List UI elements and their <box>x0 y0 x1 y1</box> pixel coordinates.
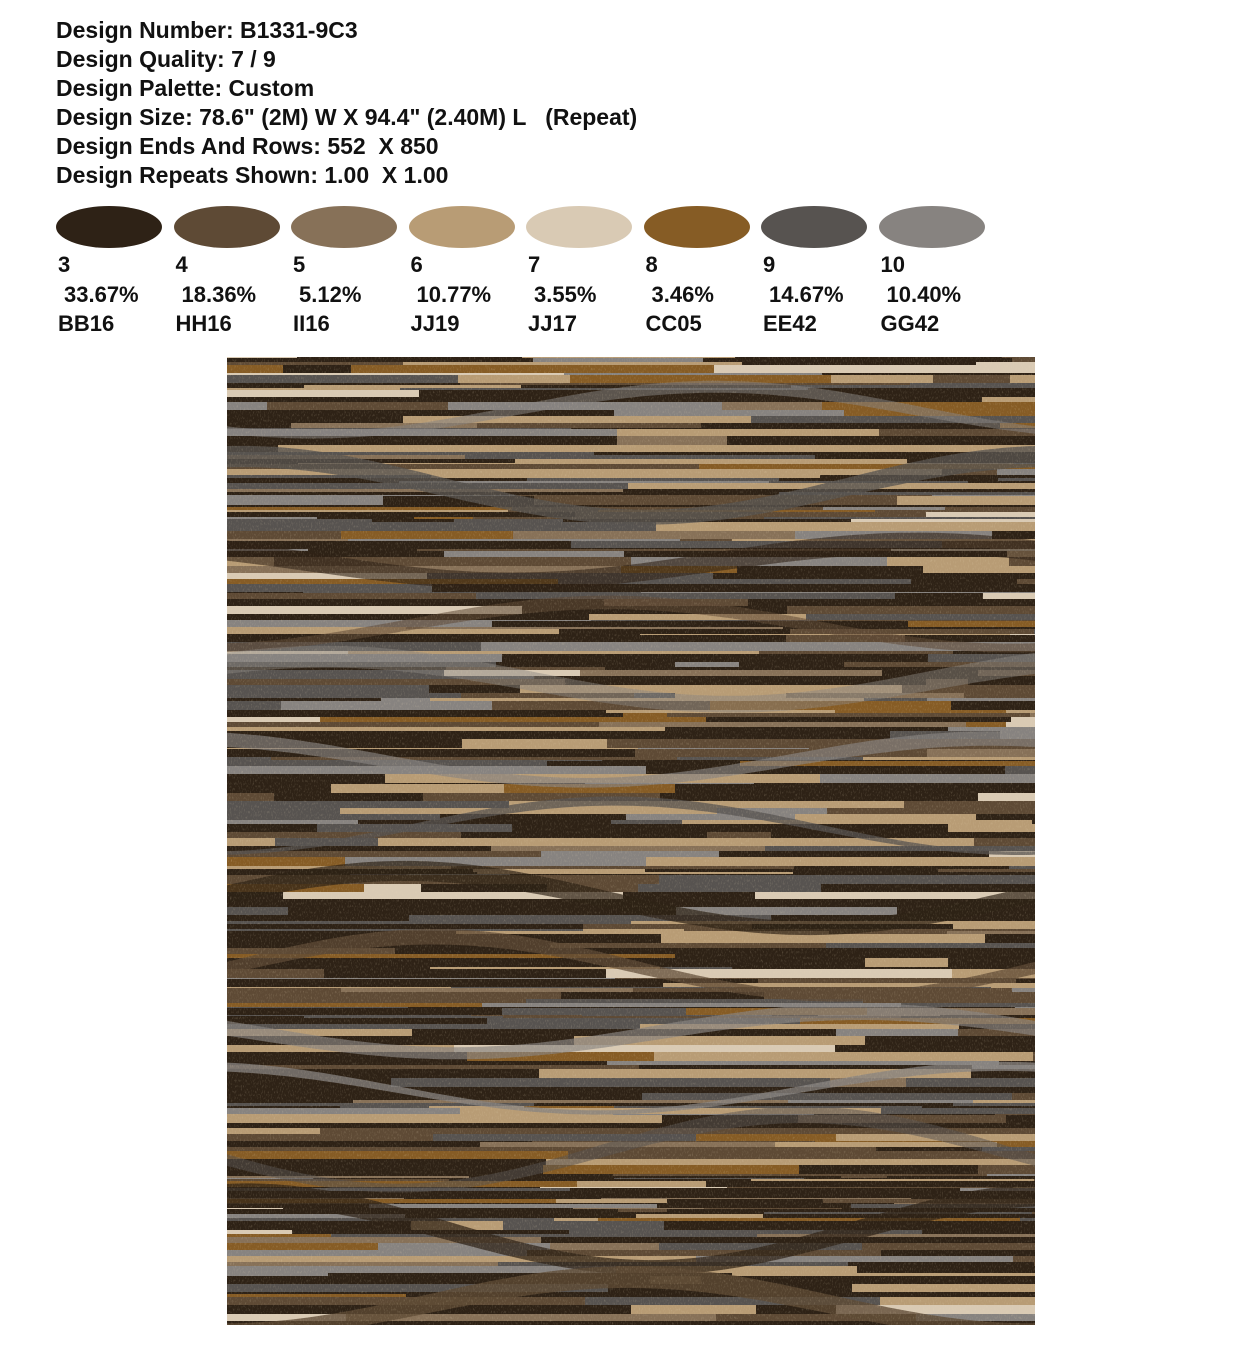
color-swatch <box>409 206 527 336</box>
color-index: 8 <box>645 252 658 277</box>
color-percentage: 14.67% <box>769 282 844 307</box>
color-swatch-oval <box>526 206 632 248</box>
color-index: 4 <box>175 252 188 277</box>
color-swatch-oval <box>291 206 397 248</box>
color-index: 5 <box>293 252 306 277</box>
design-palette: Design Palette: Custom <box>56 75 315 101</box>
color-swatch-oval <box>409 206 515 248</box>
color-percentage: 10.77% <box>416 282 492 307</box>
color-code: JJ17 <box>528 311 577 336</box>
color-swatch-oval <box>761 206 867 248</box>
color-index: 6 <box>410 252 423 277</box>
color-swatch-oval <box>644 206 750 248</box>
color-index: 3 <box>58 252 71 277</box>
color-code: EE42 <box>763 311 817 336</box>
color-percentage: 3.55% <box>534 282 597 307</box>
color-percentage: 33.67% <box>64 282 139 307</box>
color-swatch-oval <box>879 206 985 248</box>
color-swatch <box>174 206 292 336</box>
color-swatch <box>526 206 644 336</box>
color-percentage: 18.36% <box>181 282 257 307</box>
design-quality: Design Quality: 7 / 9 <box>56 46 276 72</box>
color-code: GG42 <box>880 311 940 336</box>
rug-pattern-graphic <box>227 357 1035 1325</box>
color-code: HH16 <box>175 311 232 336</box>
design-size: Design Size: 78.6" (2M) W X 94.4" (2.40M) L (Repeat) <box>56 104 638 130</box>
color-swatch <box>761 206 879 336</box>
design-specification <box>56 16 637 190</box>
color-swatch <box>56 206 174 336</box>
color-swatch <box>644 206 762 336</box>
color-code: BB16 <box>58 311 115 336</box>
design-repeats: Design Repeats Shown: 1.00 X 1.00 <box>56 162 449 188</box>
color-index: 10 <box>880 252 905 277</box>
color-swatch <box>879 206 997 336</box>
color-code: II16 <box>293 311 330 336</box>
design-ends-rows: Design Ends And Rows: 552 X 850 <box>56 133 439 159</box>
color-code: CC05 <box>645 311 702 336</box>
color-swatch-oval <box>174 206 280 248</box>
color-swatch-oval <box>56 206 162 248</box>
color-swatch <box>291 206 409 336</box>
design-number: Design Number: B1331-9C3 <box>56 17 358 43</box>
color-index: 7 <box>528 252 541 277</box>
color-code: JJ19 <box>410 311 460 336</box>
color-percentage: 3.46% <box>651 282 714 307</box>
color-percentage: 5.12% <box>299 282 362 307</box>
rug-design-preview <box>227 357 1035 1325</box>
color-index: 9 <box>763 252 776 277</box>
color-percentage: 10.40% <box>886 282 962 307</box>
color-palette <box>56 206 996 336</box>
